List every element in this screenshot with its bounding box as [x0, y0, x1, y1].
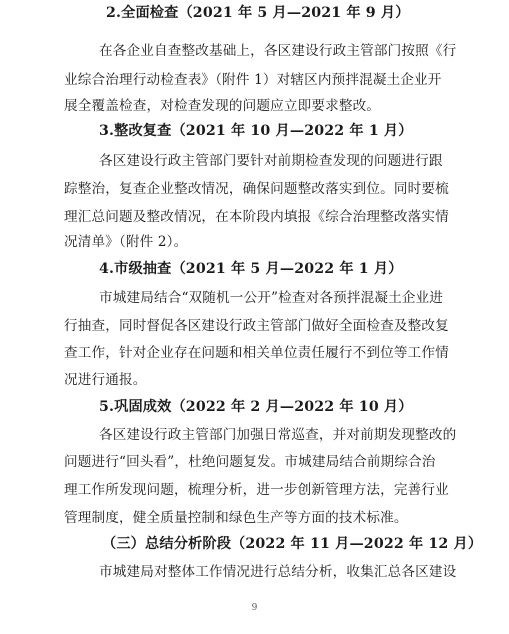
- body-line: 理工作所发现问题，梳理分析，进一步创新管理方法，完善行业: [64, 482, 449, 498]
- heading-date: （2022 年 11 月—2022 年 12 月）: [231, 536, 483, 552]
- body-line: 踪整治，复查企业整改情况，确保问题整改落实到位。同时要梳: [64, 181, 449, 197]
- body-line: 问题进行“回头看”，杜绝问题复发。市城建局结合前期综合治: [64, 454, 436, 470]
- section-heading: [106, 5, 410, 22]
- body-line: 各区建设行政主管部门加强日常巡查，并对前期发现整改的: [99, 427, 457, 443]
- body-line: 理汇总问题及整改情况，在本阶段内填报《综合治理整改落实情: [64, 209, 449, 225]
- heading-date: （2021 年 5 月—2022 年 1 月）: [171, 261, 403, 277]
- body-line: 各区建设行政主管部门要针对前期检查发现的问题进行跟: [99, 153, 443, 169]
- section-heading: [99, 261, 403, 278]
- heading-title: 4.市级抽查: [99, 261, 172, 277]
- heading-date: （2021 年 10 月—2022 年 1 月）: [171, 123, 413, 139]
- body-line: 市城建局结合“双随机一公开”检查对各预拌混凝土企业进: [99, 290, 444, 306]
- body-line: 在各企业自查整改基础上，各区建设行政主管部门按照《行: [99, 43, 457, 59]
- heading-title: （三）总结分析阶段: [102, 536, 232, 552]
- section-heading: [102, 536, 482, 553]
- body-line: 管理制度，健全质量控制和绿色生产等方面的技术标准。: [64, 510, 408, 526]
- heading-title: 2.全面检查: [106, 5, 179, 21]
- body-line: 展全覆盖检查，对检查发现的问题应立即要求整改。: [64, 98, 381, 114]
- body-line: 况清单》（附件 2）。: [64, 234, 188, 250]
- heading-date: （2021 年 5 月—2021 年 9 月）: [178, 5, 410, 21]
- heading-date: （2022 年 2 月—2022 年 10 月）: [171, 399, 413, 415]
- section-heading: [99, 399, 413, 416]
- body-line: 况进行通报。: [64, 372, 147, 388]
- body-line: 行抽查，同时督促各区建设行政主管部门做好全面检查及整改复: [64, 318, 449, 334]
- page-number: 9: [251, 603, 258, 613]
- body-line: 市城建局对整体工作情况进行总结分析，收集汇总各区建设: [99, 564, 457, 580]
- heading-title: 5.巩固成效: [99, 399, 172, 415]
- body-line: 查工作，针对企业存在问题和相关单位责任履行不到位等工作情: [64, 345, 449, 361]
- heading-title: 3.整改复查: [99, 123, 172, 139]
- section-heading: [99, 123, 413, 140]
- body-line: 业综合治理行动检查表》（附件 1）对辖区内预拌混凝土企业开: [64, 72, 442, 88]
